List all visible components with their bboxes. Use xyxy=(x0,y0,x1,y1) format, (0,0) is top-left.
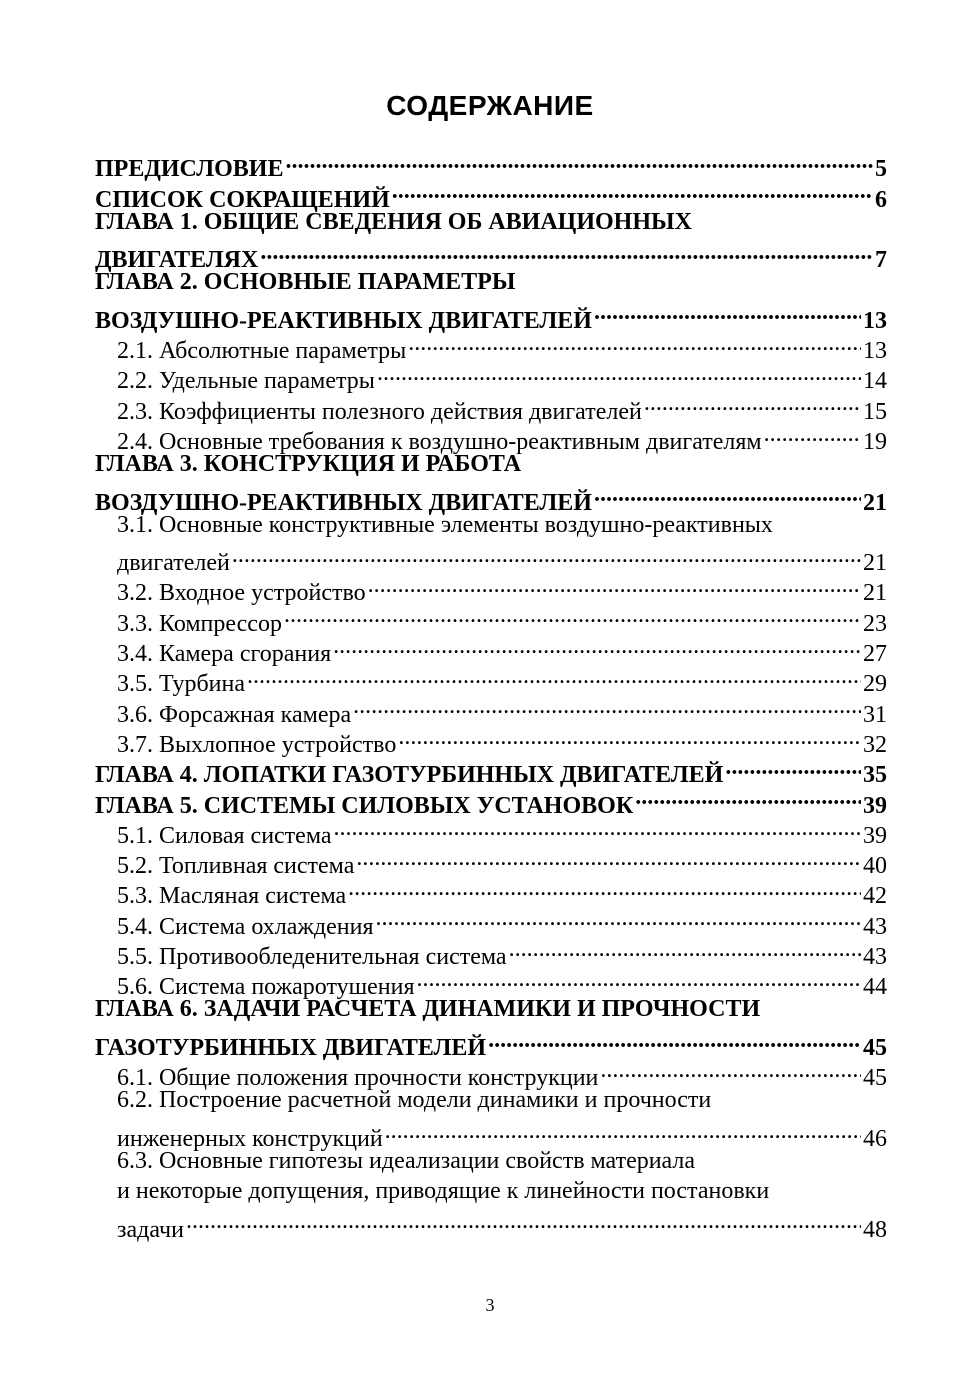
dot-leader xyxy=(635,782,861,812)
toc-entry-page: 44 xyxy=(863,974,887,1001)
dot-leader xyxy=(392,176,873,206)
toc-entry xyxy=(95,540,887,577)
toc-entry-page: 39 xyxy=(863,822,887,849)
toc-entry-page: 32 xyxy=(863,731,887,758)
toc-entry-page: 23 xyxy=(863,610,887,637)
toc-entry xyxy=(95,146,887,183)
toc-entry-title: 6.3. Основные гипотезы идеализации свойств материала xyxy=(117,1147,696,1174)
toc-entry-title: ГАЗОТУРБИННЫХ ДВИГАТЕЛЕЙ xyxy=(95,1034,487,1061)
toc-entry-title: ГЛАВА 5. СИСТЕМЫ СИЛОВЫХ УСТАНОВОК xyxy=(95,792,634,819)
dot-leader xyxy=(398,722,861,752)
toc-entry-page: 45 xyxy=(863,1034,887,1061)
toc-entry-title: 3.5. Турбина xyxy=(117,671,246,698)
dot-leader xyxy=(594,479,861,509)
toc-entry-page: 21 xyxy=(863,489,887,516)
toc-entry-title: 5.5. Противообледенительная система xyxy=(117,944,507,971)
toc-entry-title: 6.2. Построение расчетной модели динамики и прочности xyxy=(117,1087,712,1114)
dot-leader xyxy=(334,813,862,843)
toc-entry xyxy=(95,1146,887,1176)
dot-leader xyxy=(385,1116,861,1146)
dot-leader xyxy=(356,843,861,873)
toc-entry-title: и некоторые допущения, приводящие к линейности постановки xyxy=(117,1178,770,1205)
dot-leader xyxy=(333,631,861,661)
toc-entry xyxy=(95,1206,887,1243)
toc-entry-page: 13 xyxy=(863,338,887,365)
toc-entry-title: 2.3. Коэффициенты полезного действия двигателей xyxy=(117,398,642,425)
toc-entry xyxy=(95,1085,887,1115)
toc-entry-page: 43 xyxy=(863,913,887,940)
toc-entry-title: 3.2. Входное устройство xyxy=(117,580,366,607)
toc-entry xyxy=(95,1176,887,1206)
toc-entry-title: 5.3. Масляная система xyxy=(117,883,347,910)
toc-entry-page: 14 xyxy=(863,368,887,395)
toc-entry-page: 42 xyxy=(863,883,887,910)
toc-entry-title: СПИСОК СОКРАЩЕНИЙ xyxy=(95,186,390,213)
toc-entry xyxy=(95,449,887,479)
toc-entry-page: 35 xyxy=(863,762,887,789)
toc-entry-title: ГЛАВА 4. ЛОПАТКИ ГАЗОТУРБИННЫХ ДВИГАТЕЛЕЙ xyxy=(95,762,724,789)
dot-leader xyxy=(594,297,861,327)
toc-entry-title: ВОЗДУШНО-РЕАКТИВНЫХ ДВИГАТЕЛЕЙ xyxy=(95,307,592,334)
toc-entry xyxy=(95,479,887,516)
toc-entry-title: ВОЗДУШНО-РЕАКТИВНЫХ ДВИГАТЕЛЕЙ xyxy=(95,489,592,516)
toc-entry-title: 2.4. Основные требования к воздушно-реактивным двигателям xyxy=(117,428,762,455)
dot-leader xyxy=(725,752,861,782)
dot-leader xyxy=(284,600,861,630)
toc-entry-page: 29 xyxy=(863,671,887,698)
toc-entry-title: ГЛАВА 2. ОСНОВНЫЕ ПАРАМЕТРЫ xyxy=(95,269,516,296)
toc-entry-page: 43 xyxy=(863,944,887,971)
toc-entry xyxy=(95,510,887,540)
dot-leader xyxy=(186,1206,861,1236)
dot-leader xyxy=(348,873,861,903)
toc-entry xyxy=(95,267,887,297)
toc-entry-title: 3.7. Выхлопное устройство xyxy=(117,731,397,758)
dot-leader xyxy=(368,570,861,600)
toc-entry xyxy=(95,994,887,1024)
toc-entry-page: 31 xyxy=(863,701,887,728)
toc-entry-title: ГЛАВА 1. ОБЩИЕ СВЕДЕНИЯ ОБ АВИАЦИОННЫХ xyxy=(95,208,692,235)
table-of-contents xyxy=(95,146,887,1243)
toc-entry-title: ГЛАВА 3. КОНСТРУКЦИЯ И РАБОТА xyxy=(95,450,522,477)
page-title: СОДЕРЖАНИЕ xyxy=(386,90,594,121)
toc-entry-page: 27 xyxy=(863,641,887,668)
dot-leader xyxy=(285,146,873,176)
toc-entry-title: инженерных конструкций xyxy=(117,1125,383,1152)
dot-leader xyxy=(764,419,861,449)
toc-entry-title: 6.1. Общие положения прочности конструкции xyxy=(117,1065,599,1092)
dot-leader xyxy=(376,903,861,933)
dot-leader xyxy=(247,661,861,691)
toc-entry xyxy=(95,237,887,274)
dot-leader xyxy=(417,964,861,994)
toc-entry-title: 5.6. Система пожаротушения xyxy=(117,974,415,1001)
dot-leader xyxy=(644,388,861,418)
toc-entry-title: ДВИГАТЕЛЯХ xyxy=(95,247,259,274)
toc-entry-page: 19 xyxy=(863,428,887,455)
dot-leader xyxy=(260,237,873,267)
dot-leader xyxy=(600,1055,861,1085)
toc-entry-title: 2.2. Удельные параметры xyxy=(117,368,375,395)
toc-entry-page: 7 xyxy=(875,247,887,274)
toc-entry-title: ПРЕДИСЛОВИЕ xyxy=(95,156,284,183)
dot-leader xyxy=(509,934,861,964)
toc-entry-title: 5.4. Система охлаждения xyxy=(117,913,374,940)
toc-entry-title: 5.2. Топливная система xyxy=(117,853,355,880)
toc-entry xyxy=(95,297,887,334)
toc-entry-page: 5 xyxy=(875,156,887,183)
toc-entry-page: 21 xyxy=(863,580,887,607)
dot-leader xyxy=(353,691,861,721)
toc-entry-page: 15 xyxy=(863,398,887,425)
toc-entry-title: 5.1. Силовая система xyxy=(117,822,332,849)
toc-entry xyxy=(95,207,887,237)
toc-entry-title: 3.1. Основные конструктивные элементы воздушно-реактивных xyxy=(117,511,773,538)
dot-leader xyxy=(408,328,861,358)
toc-entry-page: 45 xyxy=(863,1065,887,1092)
toc-entry-page: 21 xyxy=(863,550,887,577)
toc-entry-title: 2.1. Абсолютные параметры xyxy=(117,338,407,365)
toc-entry-page: 40 xyxy=(863,853,887,880)
toc-entry-page: 6 xyxy=(875,186,887,213)
toc-entry xyxy=(95,1025,887,1061)
page-number: 3 xyxy=(485,1295,495,1315)
toc-entry-title: 3.4. Камера сгорания xyxy=(117,641,332,668)
toc-entry-title: 3.6. Форсажная камера xyxy=(117,701,352,728)
toc-entry-title: двигателей xyxy=(117,550,230,577)
toc-entry-title: 3.3. Компрессор xyxy=(117,610,282,637)
toc-entry-page: 46 xyxy=(863,1125,887,1152)
toc-entry-page: 48 xyxy=(863,1216,887,1243)
toc-entry xyxy=(95,1116,887,1152)
dot-leader xyxy=(232,540,861,570)
toc-entry-title: задачи xyxy=(117,1216,184,1243)
dot-leader xyxy=(377,358,861,388)
toc-entry-title: ГЛАВА 6. ЗАДАЧИ РАСЧЕТА ДИНАМИКИ И ПРОЧНОСТИ xyxy=(95,996,761,1023)
dot-leader xyxy=(488,1025,861,1055)
toc-entry-page: 39 xyxy=(863,792,887,819)
toc-entry-page: 13 xyxy=(863,307,887,334)
